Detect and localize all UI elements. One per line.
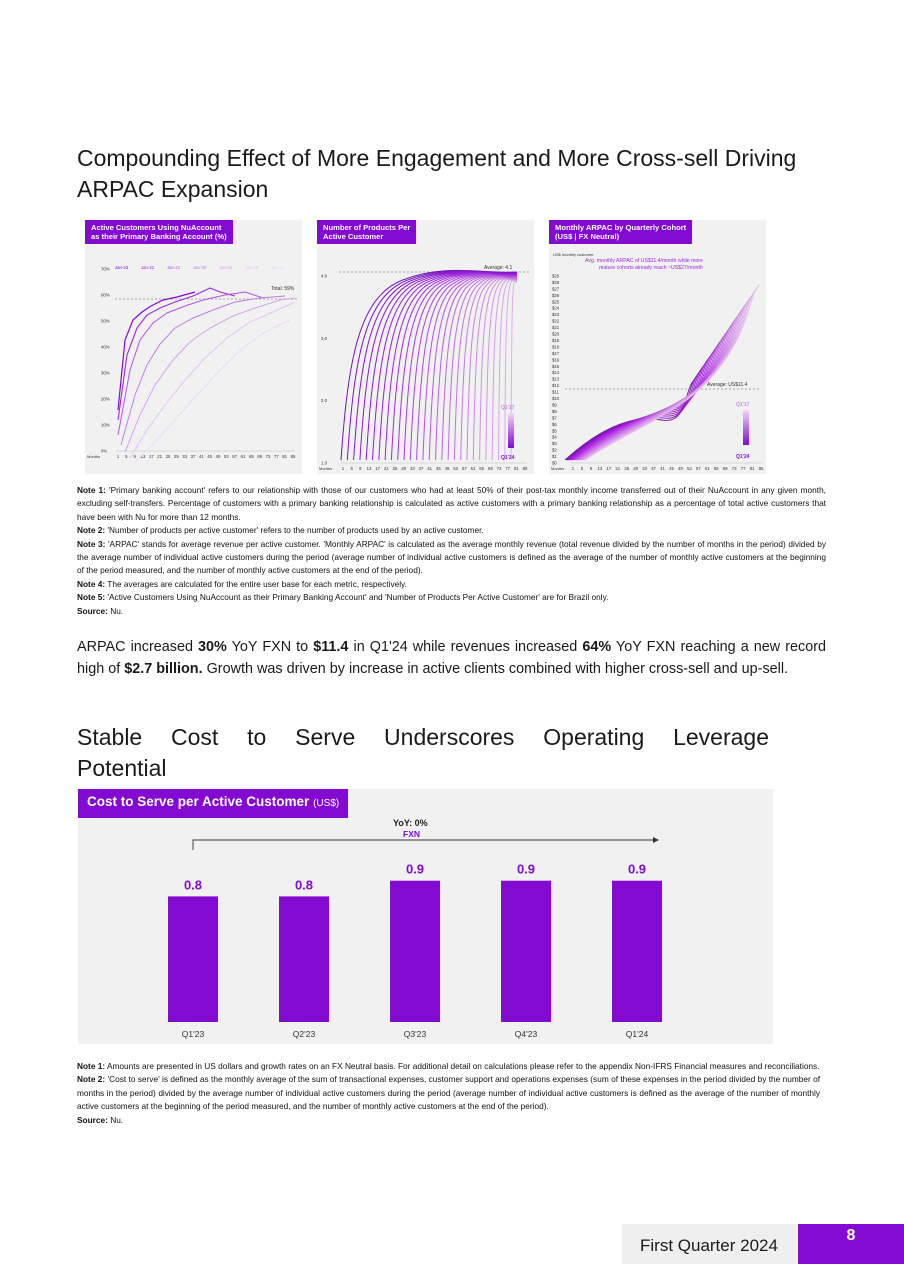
x-tick-label: 65	[479, 466, 485, 471]
category-label: Q3'23	[403, 1029, 427, 1039]
x-tick-label: 17	[375, 466, 381, 471]
x-tick-label: 9	[359, 466, 362, 471]
bar	[612, 881, 662, 1022]
footer-label: First Quarter 2024	[640, 1236, 778, 1255]
x-tick-label: 49	[678, 466, 683, 471]
x-tick-label: 77	[505, 466, 511, 471]
chart-title: Active Customers Using NuAccount as their Primary Banking Account (%)	[85, 220, 233, 244]
page-number: 8	[846, 1227, 856, 1244]
gradient-bottom-label: Q1'24	[736, 454, 750, 460]
x-tick-label: 25	[392, 466, 398, 471]
y-tick-label: $20	[552, 331, 560, 337]
average-annotation: Average: 4.1	[484, 265, 513, 271]
y-tick-label: $4	[552, 434, 557, 440]
legend-entry: Jan-23	[115, 265, 129, 270]
x-axis-label: Months	[551, 466, 565, 471]
x-tick-label: 49	[215, 454, 221, 459]
y-tick-label: $15	[552, 363, 560, 369]
x-tick-label: 73	[496, 466, 502, 471]
y-tick-label: $8	[552, 408, 557, 414]
chart-arpac-plot	[549, 220, 766, 474]
x-tick-label: 73	[731, 466, 737, 471]
x-tick-label: 49	[444, 466, 450, 471]
x-tick-label: 53	[686, 466, 692, 471]
legend-entry: Jan-17	[271, 265, 285, 270]
bar-value-label: 0.8	[294, 877, 314, 893]
x-tick-label: 5	[350, 466, 353, 471]
chart-products-plot	[317, 220, 534, 474]
x-tick-label: 33	[409, 466, 415, 471]
y-tick-label: $13	[552, 376, 560, 382]
y-tick-label: $0	[552, 460, 557, 466]
x-tick-label: 17	[606, 466, 612, 471]
category-label: Q4'23	[514, 1029, 538, 1039]
x-tick-label: 1	[116, 454, 120, 459]
category-label: Q1'23	[181, 1029, 205, 1039]
x-tick-label: 81	[513, 466, 519, 471]
page-number-box	[798, 1224, 904, 1264]
y-tick-label: 0%	[101, 448, 108, 454]
x-axis-label: Months	[87, 454, 101, 459]
x-axis-label: Months	[319, 466, 333, 471]
x-tick-label: 13	[366, 466, 372, 471]
y-tick-label: 70%	[101, 266, 110, 272]
total-annotation: Total: 59%	[271, 286, 295, 292]
x-tick-label: 85	[290, 454, 296, 459]
y-tick-label: 2.0	[321, 398, 327, 404]
x-tick-label: 85	[522, 466, 528, 471]
yoy-label: YoY: 0%	[393, 818, 428, 828]
gradient-top-label: Q1'17	[736, 402, 750, 408]
bar	[501, 881, 551, 1022]
legend-entry: Jan-22	[141, 265, 155, 270]
x-tick-label: 65	[713, 466, 719, 471]
section1-notes: Note 1: 'Primary banking account' refers to our relationship with those of our customers who had at least 50% of their post-tax monthly income transferred out of their NuAccount in any given month, excluding self-transfers. Percentage of customers with a primary banking relationship is calculated as active customers with a primary banking relationship as a percentage of total active customers that have been with Nu for more than 12 months. Note 2: 'Number of products per active customer' refers to the number of products used by an active customer. Note 3: 'ARPAC' stands for average revenue per active customer. 'Monthly ARPAC' is calculated as the average monthly revenue (total revenue divided by the number of months in the period) divided by the average number of individual active customers during the period (average number of individual active customers is defined as the average of the number of monthly active customers at the beginning of the period measured, and the number of monthly active customers at the end of the period). Note 4: The averages are calculated for the entire user base for each metric, respectively. Note 5: 'Active Customers Using NuAccount as their Primary Banking Account' and 'Number of Products Per Active Customer' are for Brazil only. Source: Nu.	[77, 485, 826, 616]
bar-value-label: 0.8	[183, 877, 203, 893]
x-tick-label: 77	[273, 454, 279, 459]
x-tick-label: 41	[427, 466, 433, 471]
y-tick-label: $28	[552, 279, 560, 285]
y-tick-label: 30%	[101, 370, 110, 376]
y-tick-label: $2	[552, 447, 557, 453]
y-tick-label: $7	[552, 415, 557, 421]
section-title-arpac: Compounding Effect of More Engagement and More Cross-sell Driving ARPAC Expansion	[77, 145, 797, 202]
x-tick-label: 25	[624, 466, 630, 471]
bar	[279, 896, 329, 1022]
y-tick-label: $26	[552, 292, 560, 298]
y-tick-label: 4.0	[321, 273, 327, 279]
x-tick-label: 21	[157, 454, 163, 459]
x-tick-label: 9	[133, 454, 136, 459]
y-tick-label: 10%	[101, 422, 110, 428]
x-tick-label: 29	[633, 466, 639, 471]
y-tick-label: $6	[552, 421, 557, 427]
x-tick-label: 61	[240, 454, 246, 459]
y-tick-label: $23	[552, 312, 560, 318]
bar-value-label: 0.9	[405, 861, 425, 877]
arpac-note-line1: Avg. monthly ARPAC of US$11.4/month while more	[585, 258, 703, 264]
x-tick-label: 61	[470, 466, 476, 471]
x-tick-label: 21	[383, 466, 389, 471]
bar	[390, 881, 440, 1022]
x-tick-label: 53	[453, 466, 459, 471]
legend-entry: Jan-18	[245, 265, 259, 270]
x-tick-label: 29	[173, 454, 179, 459]
chart-products-per-customer	[317, 220, 534, 474]
x-tick-label: 81	[282, 454, 288, 459]
y-tick-label: $11	[552, 389, 559, 395]
y-tick-label: $29	[552, 273, 560, 279]
x-tick-label: 57	[232, 454, 238, 459]
x-tick-label: 73	[265, 454, 271, 459]
x-tick-label: 41	[660, 466, 665, 471]
x-tick-label: 25	[165, 454, 171, 459]
y-tick-label: 20%	[101, 396, 110, 402]
x-tick-label: 53	[223, 454, 229, 459]
x-tick-label: 45	[207, 454, 213, 459]
x-tick-label: 61	[704, 466, 710, 471]
y-tick-label: $5	[552, 428, 557, 434]
chart-title: Number of Products Per Active Customer	[317, 220, 416, 244]
category-label: Q2'23	[292, 1029, 316, 1039]
y-tick-label: 3.0	[321, 335, 327, 341]
y-tick-label: $22	[552, 318, 560, 324]
x-tick-label: 37	[418, 466, 424, 471]
x-tick-label: 57	[695, 466, 701, 471]
average-annotation: Average: US$11.4	[707, 382, 748, 388]
x-tick-label: 45	[435, 466, 441, 471]
arpac-paragraph: ARPAC increased 30% YoY FXN to $11.4 in Q1'24 while revenues increased 64% YoY FXN reaching a new record high of $2.7 billion. Growth was driven by increase in active clients combined with higher cross-sell and up-sell.	[77, 639, 827, 677]
chart-title: Monthly ARPAC by Quarterly Cohort (US$ | FX Neutral)	[549, 220, 692, 244]
x-tick-label: 37	[651, 466, 656, 471]
fxn-label: FXN	[403, 829, 420, 839]
y-tick-label: 60%	[101, 292, 110, 298]
x-tick-label: 5	[580, 466, 584, 471]
x-tick-label: 1	[571, 466, 575, 471]
x-tick-label: 57	[461, 466, 467, 471]
footer-label-box	[622, 1224, 798, 1264]
gradient-top-label: Q1'17	[501, 405, 515, 411]
x-tick-label: 65	[248, 454, 254, 459]
y-tick-label: $9	[552, 402, 557, 408]
x-tick-label: 29	[401, 466, 407, 471]
cost-to-serve-chart	[78, 789, 773, 1044]
x-tick-label: 33	[642, 466, 648, 471]
y-tick-label: $1	[552, 454, 557, 460]
legend-entry: Jan-21	[167, 265, 181, 270]
y-tick-label: $21	[552, 325, 560, 331]
y-tick-label: $3	[552, 441, 557, 447]
cost-chart-title: Cost to Serve per Active Customer (US$)	[78, 789, 348, 818]
bar	[168, 896, 218, 1022]
section-title-cost-to-serve: Stable Cost to Serve Underscores Operating Leverage Potential	[77, 724, 769, 781]
y-tick-label: $17	[552, 350, 560, 356]
x-tick-label: 5	[125, 454, 128, 459]
category-label: Q1'24	[625, 1029, 649, 1039]
y-tick-label: 1.0	[321, 460, 327, 466]
x-tick-label: 17	[148, 454, 154, 459]
y-unit-label: US$ monthly customer	[553, 252, 594, 257]
chart-primary-banking-plot	[85, 220, 302, 474]
legend-entry: Jan-19	[219, 265, 233, 270]
legend-entry: Jan-20	[193, 265, 207, 270]
y-tick-label: $24	[552, 305, 560, 311]
x-tick-label: 21	[615, 466, 621, 471]
y-tick-label: $10	[552, 396, 560, 402]
cost-chart-plot	[78, 789, 773, 1044]
section2-notes: Note 1: Amounts are presented in US dollars and growth rates on an FX Neutral basis. For additional detail on calculations please refer to the appendix Non-IFRS Financial measures and reconciliations. Note 2: 'Cost to serve' is defined as the monthly average of the sum of transactional expenses, customer support and operations expenses (sum of these expenses in the period divided by the number of months in the period) divided by the average number of individual active customers during the period (average number of individual active customers is defined as the average of the number of monthly active customers at the beginning of the period measured, and the number of monthly active customers at the end of the period). Source: Nu.	[77, 1061, 820, 1125]
y-tick-label: $18	[552, 344, 560, 350]
x-tick-label: 13	[597, 466, 603, 471]
x-tick-label: 9	[589, 466, 593, 471]
y-tick-label: $16	[552, 357, 560, 363]
x-tick-label: 41	[198, 454, 204, 459]
x-tick-label: 69	[487, 466, 493, 471]
y-tick-label: $27	[552, 286, 560, 292]
y-tick-label: $12	[552, 383, 560, 389]
x-tick-label: 85	[758, 466, 764, 471]
arpac-note-line2: mature cohorts already reach ~US$27/month	[599, 265, 703, 271]
x-tick-label: 37	[190, 454, 196, 459]
bar-value-label: 0.9	[627, 861, 647, 877]
x-tick-label: 1	[341, 466, 345, 471]
chart-primary-banking	[85, 220, 302, 474]
y-tick-label: 40%	[101, 344, 110, 350]
gradient-bottom-label: Q1'24	[501, 455, 515, 461]
x-tick-label: 45	[669, 466, 674, 471]
x-tick-label: 13	[140, 454, 146, 459]
chart-monthly-arpac	[549, 220, 766, 474]
x-tick-label: 69	[257, 454, 263, 459]
x-tick-label: 69	[722, 466, 728, 471]
y-tick-label: $25	[552, 299, 560, 305]
bar-value-label: 0.9	[516, 861, 536, 877]
x-tick-label: 81	[749, 466, 755, 471]
x-tick-label: 77	[740, 466, 746, 471]
y-tick-label: 50%	[101, 318, 110, 324]
y-tick-label: $19	[552, 337, 560, 343]
x-tick-label: 33	[182, 454, 188, 459]
y-tick-label: $14	[552, 370, 560, 376]
